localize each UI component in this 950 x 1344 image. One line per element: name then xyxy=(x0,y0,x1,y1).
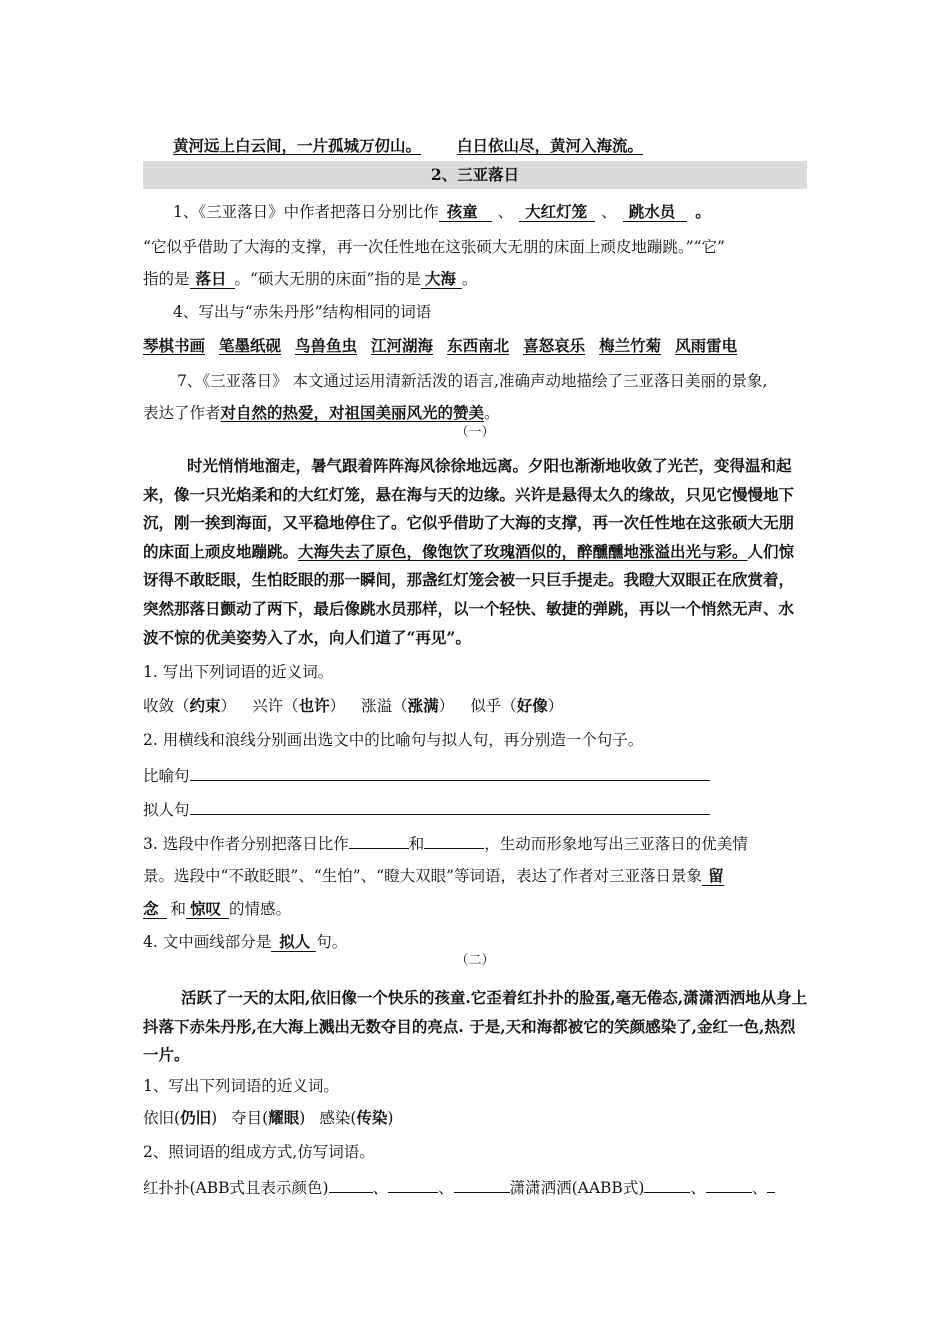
part-1-passage xyxy=(143,452,808,652)
synonym-pair: 夺目(耀眼) xyxy=(231,1108,306,1127)
q4-answer: 拟人 xyxy=(271,933,316,952)
q4-word: 东西南北 xyxy=(447,336,510,355)
q3-mid: 和 xyxy=(170,900,187,918)
q3-answer-2: 惊叹 xyxy=(186,900,229,919)
part-1-q2: 2. 用横线和浪线分别画出选文中的比喻句与拟人句，再分别造一个句子。 xyxy=(143,731,644,749)
part-1-q3-line2 xyxy=(143,866,807,886)
q3-text: 景。选段中“不敢眨眼”、“生怕”、“瞪大双眼”等词语，表达了作者对三亚落日景象 xyxy=(143,867,703,885)
question-1-metaphors xyxy=(143,202,807,222)
passage-text: 人们惊讶得不敢眨眼，生怕眨眼的那一瞬间，那盏红灯笼会被一只巨手提走。我瞪大双眼正在欣赏着，突然那落日颤动了两下，最后像跳水员那样，以一个轻快、敏捷的弹跳，再以一个悄然无声、水波不惊的优美姿势入了水，向人们道了“再见”。 xyxy=(143,541,795,647)
metaphor-label: 比喻句 xyxy=(143,767,190,785)
metaphor-blank[interactable] xyxy=(190,764,710,781)
q4-word: 鸟兽鱼虫 xyxy=(295,336,358,355)
q1-answer-2: 大红灯笼 xyxy=(519,203,595,222)
abb-blank-2[interactable] xyxy=(388,1176,438,1193)
synonym-pair: 兴许（也许） xyxy=(252,696,346,715)
q2-answer-2: 大海 xyxy=(421,270,462,289)
q3-answer-1-part: 留 xyxy=(702,867,724,886)
metaphor-sentence-line xyxy=(143,764,807,786)
abb-label: 红扑扑(ABB式且表示颜色) xyxy=(143,1179,329,1197)
synonym-pair: 收敛（约束） xyxy=(143,696,237,715)
q1-sep-1: 、 xyxy=(497,203,514,221)
section-heading: 2、三亚落日 xyxy=(143,161,807,189)
part-1-synonyms xyxy=(143,696,807,716)
aabb-blank-2[interactable] xyxy=(706,1176,752,1193)
q3-text: ，生动而形象地写出三亚落日的优美情 xyxy=(484,835,748,853)
q7-answer: 对自然的热爱，对祖国美丽风光的赞美 xyxy=(220,403,485,422)
q7-prefix: 表达了作者 xyxy=(143,404,221,422)
personification-blank[interactable] xyxy=(190,798,710,815)
poem-line xyxy=(143,136,807,156)
question-2-line2 xyxy=(143,269,807,289)
part-2-label: （二） xyxy=(455,953,495,968)
synonym-pair: 涨溢（涨满） xyxy=(361,696,455,715)
synonym-pair: 感染(传染) xyxy=(319,1108,394,1127)
q1-sep-2: 、 xyxy=(601,203,617,221)
passage-underlined-sentence: 大海失去了原色，像饱饮了玫瑰酒似的，醉醺醺地涨溢出光与彩。 xyxy=(298,541,748,561)
q2-answer-1: 落日 xyxy=(190,270,235,289)
abb-blank-1[interactable] xyxy=(329,1176,373,1193)
passage-text: 时光悄悄地溜走，暑气跟着阵阵海风徐徐地远离。夕阳也渐渐地收敛了光芒，变得温和起来，像一只光焰柔和的大红灯笼，悬在海与天的边缘。兴许是悬得太久的缘故，只见它慢慢地下沉，刚一挨到海面，又平稳地停住了。它似乎借助了大海的支撑，再一次任性地在这张硕大无朋的床面上顽皮地蹦跳。 xyxy=(143,456,795,561)
q7-end: 。 xyxy=(484,404,500,422)
q1-answer-3: 跳水员 xyxy=(623,203,688,222)
part-1-label: （一） xyxy=(455,425,495,440)
q3-blank-2[interactable] xyxy=(424,832,484,849)
question-7-line2 xyxy=(143,403,807,423)
q2-end: 。 xyxy=(461,270,478,288)
part-2-q2-blanks: 红扑扑(ABB式且表示颜色) 、 、 潇潇洒洒(AABB式) 、 、 xyxy=(143,1176,820,1198)
q4-word: 风雨雷电 xyxy=(675,336,738,355)
poem-verse-2: 白日依山尽，黄河入海流。 xyxy=(457,136,644,155)
part-2-synonyms xyxy=(143,1108,807,1128)
personification-sentence-line xyxy=(143,798,807,820)
question-2-line1: “它似乎借助了大海的支撑，再一次任性地在这张硕大无朋的床面上顽皮地蹦跳。”“它” xyxy=(143,238,725,256)
part-2-passage: 活跃了一天的太阳,依旧像一个快乐的孩童.它歪着红扑扑的脸蛋,毫无倦态,潇潇洒洒地从身上抖落下赤朱丹彤,在大海上溅出无数夺目的亮点. 于是,天和海都被它的笑颜感染了,金红一色,热烈一片。 xyxy=(143,988,808,1065)
synonym-pair: 似乎（好像） xyxy=(470,696,564,715)
personification-label: 拟人句 xyxy=(143,801,190,819)
q4-word: 梅兰竹菊 xyxy=(599,336,662,355)
question-4: 4、写出与“赤朱丹彤”结构相同的词语 xyxy=(173,303,432,321)
q4-word: 琴棋书画 xyxy=(143,336,206,355)
part-1-q3-line3 xyxy=(143,899,807,919)
q4-word: 喜怒哀乐 xyxy=(523,336,586,355)
q3-end: 的情感。 xyxy=(229,900,292,918)
q4-end: 句。 xyxy=(316,933,348,951)
q1-prefix: 1、《三亚落日》中作者把落日分别比作 xyxy=(173,203,439,221)
aabb-blank-3[interactable] xyxy=(767,1176,775,1193)
part-1-q3-line1 xyxy=(143,832,807,854)
part-2-q1: 1、写出下列词语的近义词。 xyxy=(143,1077,339,1095)
poem-verse-1: 黄河远上白云间，一片孤城万仞山。 xyxy=(173,136,422,155)
q3-answer-1-part: 念 xyxy=(143,900,167,919)
part-1-q4 xyxy=(143,932,807,952)
q1-end: 。 xyxy=(695,202,711,221)
q2-mid: 。“硕大无朋的床面”指的是 xyxy=(234,270,421,288)
part-2-q2: 2、照词语的组成方式,仿写词语。 xyxy=(143,1143,375,1161)
part-1-q1: 1. 写出下列词语的近义词。 xyxy=(143,663,334,681)
q3-and: 和 xyxy=(408,835,425,853)
abb-blank-3[interactable] xyxy=(454,1176,510,1193)
synonym-pair: 依旧(仍旧) xyxy=(143,1108,218,1127)
q4-prefix: 4. 文中画线部分是 xyxy=(143,933,272,951)
question-7-line1: 7、《三亚落日》 本文通过运用清新活泼的语言,准确声动地描绘了三亚落日美丽的景象, xyxy=(177,372,768,390)
aabb-blank-1[interactable] xyxy=(644,1176,690,1193)
q4-word-list xyxy=(143,336,807,356)
q1-answer-1: 孩童 xyxy=(439,203,492,222)
q3-text: 3. 选段中作者分别把落日比作 xyxy=(143,835,349,853)
q3-blank-1[interactable] xyxy=(349,832,409,849)
q4-word: 江河湖海 xyxy=(371,336,434,355)
q2-prefix: 指的是 xyxy=(143,270,190,288)
q4-word: 笔墨纸砚 xyxy=(219,336,282,355)
aabb-label: 潇潇洒洒(AABB式) xyxy=(509,1179,645,1197)
